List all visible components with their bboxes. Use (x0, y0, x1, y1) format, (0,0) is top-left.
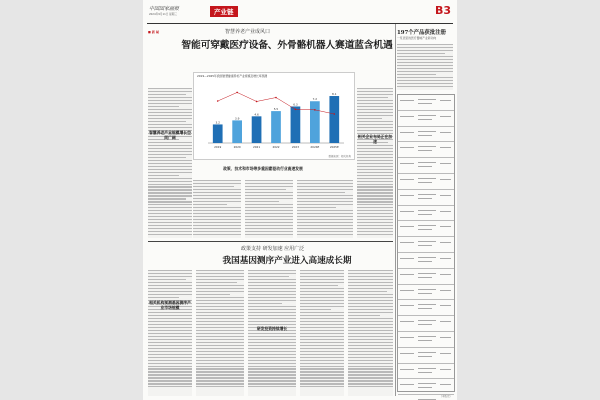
growth-point (256, 101, 258, 103)
table-row (398, 379, 454, 395)
bar-value-label: 5.5 (273, 107, 279, 112)
masthead (147, 5, 453, 23)
x-tick-label: 2020 (233, 145, 241, 149)
news-tag: ■ 新 闻 (148, 30, 159, 34)
pullquote-left: 智慧养老产业规模增长空间广阔 (149, 130, 191, 140)
table-row (398, 253, 454, 269)
growth-point (275, 97, 277, 99)
x-tick-label: 2019 (214, 145, 222, 149)
top-headline: 智能可穿戴医疗设备、外骨骼机器人赛道蓝含机遇 (181, 40, 393, 51)
bar-value-label: 4.6 (254, 112, 259, 117)
chart-bar (329, 96, 339, 143)
table-row (398, 142, 454, 158)
bottom-column-2 (196, 270, 244, 396)
article-column-3 (245, 180, 293, 238)
newspaper-page (143, 0, 457, 400)
table-row (398, 316, 454, 332)
section-divider (148, 241, 393, 242)
issue-date: 2024年9月11日 星期三 (149, 13, 177, 16)
x-tick-label: 2022 (272, 145, 280, 149)
growth-point (236, 92, 238, 94)
article-column-1 (148, 88, 192, 238)
chart-title: 2019—2025年我国智慧健康养老产业规模及增长率预测 (197, 74, 268, 78)
table-row (398, 111, 454, 127)
bar-chart (193, 72, 355, 160)
chart-bar (252, 116, 262, 143)
table-row (398, 348, 454, 364)
x-tick-label: 2024E (310, 145, 320, 149)
x-tick-label: 2023 (291, 145, 299, 149)
footer-note: （本版完） (439, 395, 452, 398)
top-kicker: 智慧养老产业成风口 (225, 29, 271, 35)
x-tick-label: 2025E (329, 145, 339, 149)
table-row (398, 285, 454, 301)
chart-canvas (194, 79, 354, 153)
bottom-column-3 (248, 270, 296, 396)
bar-value-label: 3.9 (234, 116, 240, 121)
section-tag: 产业链 (210, 6, 238, 17)
bar-value-label: 7.2 (312, 97, 318, 102)
table-row (398, 237, 454, 253)
chart-bar (310, 101, 320, 143)
bar-value-label: 8.1 (332, 92, 337, 97)
table-row (398, 158, 454, 174)
table-row (398, 174, 454, 190)
chart-bar (213, 124, 223, 143)
sidebar-divider (395, 24, 396, 396)
product-table (397, 94, 455, 392)
paper-name: 中国国家画报 (149, 6, 180, 12)
table-row (398, 300, 454, 316)
table-row (398, 206, 454, 222)
table-row (398, 221, 454, 237)
bottom-column-4 (300, 270, 344, 396)
top-rule (147, 23, 453, 24)
chart-bar (271, 111, 281, 143)
chart-source: 数据来源：相关机构 (328, 155, 351, 158)
bar-value-label: 6.3 (293, 102, 298, 107)
table-row (398, 190, 454, 206)
bottom-column-1 (148, 270, 192, 396)
chart-bar (232, 120, 242, 143)
sidebar-title: 197个产品获批注册 (397, 30, 446, 36)
growth-point (295, 109, 297, 111)
sidebar-intro (397, 44, 453, 90)
page-number: B3 (434, 4, 451, 17)
table-row (398, 95, 454, 111)
article-column-2 (193, 180, 241, 238)
x-tick-label: 2021 (253, 145, 261, 149)
growth-point (333, 113, 335, 115)
growth-point (314, 109, 316, 111)
pullquote-mid: 政策、技术和市场等多重因素驱动行业高速发展 (223, 166, 303, 171)
pullquote-right: 相关企业布局正在加速 (357, 134, 393, 144)
growth-point (217, 100, 219, 102)
table-row (398, 127, 454, 143)
bottom-pullquote-2: 研发投资持续增长 (256, 326, 288, 331)
article-column-5 (357, 88, 393, 238)
table-row (398, 364, 454, 380)
sidebar-subtitle: 一览表里的医疗器械产业新动向 (397, 36, 437, 40)
bottom-column-5 (348, 270, 393, 396)
article-column-4 (297, 180, 353, 238)
chart-bar (291, 106, 301, 143)
bar-value-label: 3.2 (215, 120, 220, 125)
table-row (398, 332, 454, 348)
bottom-kicker: 政策支持 研发加速 应用广泛 (241, 246, 305, 252)
bottom-pullquote-1: 相关机构预测基因测序产业市场规模 (149, 300, 191, 310)
bottom-headline: 我国基因测序产业进入高速成长期 (222, 256, 352, 266)
table-row (398, 269, 454, 285)
